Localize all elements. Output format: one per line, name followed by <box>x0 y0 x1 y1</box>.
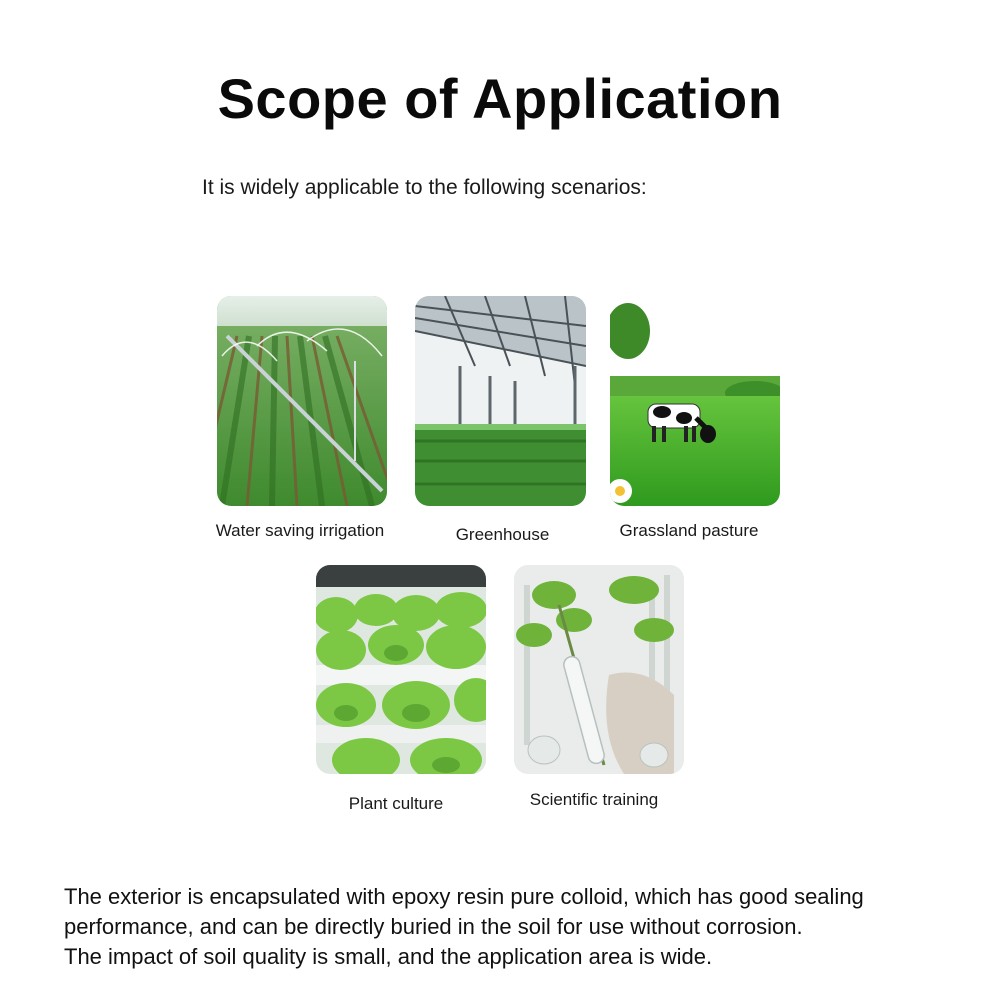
caption-greenhouse: Greenhouse <box>455 525 550 544</box>
page-subtitle: It is widely applicable to the following scenarios: <box>202 176 647 199</box>
hydroponic-lettuce-image <box>316 565 486 774</box>
grassland-cow-image <box>610 296 780 506</box>
page-title: Scope of Application <box>217 67 783 130</box>
seedling-test-tube-image <box>514 565 684 774</box>
description-line: performance, and can be directly buried in the soil for use without corrosion. <box>64 914 803 939</box>
irrigation-field-image <box>217 296 387 506</box>
caption-scientific-training: Scientific training <box>529 790 659 809</box>
caption-plant-culture: Plant culture <box>348 794 444 813</box>
greenhouse-image <box>415 296 586 506</box>
caption-water-saving-irrigation: Water saving irrigation <box>215 521 385 540</box>
description-line: The exterior is encapsulated with epoxy resin pure colloid, which has good sealing <box>64 884 864 909</box>
description <box>64 882 964 972</box>
caption-grassland-pasture: Grassland pasture <box>619 521 759 540</box>
description-line: The impact of soil quality is small, and the application area is wide. <box>64 944 713 969</box>
